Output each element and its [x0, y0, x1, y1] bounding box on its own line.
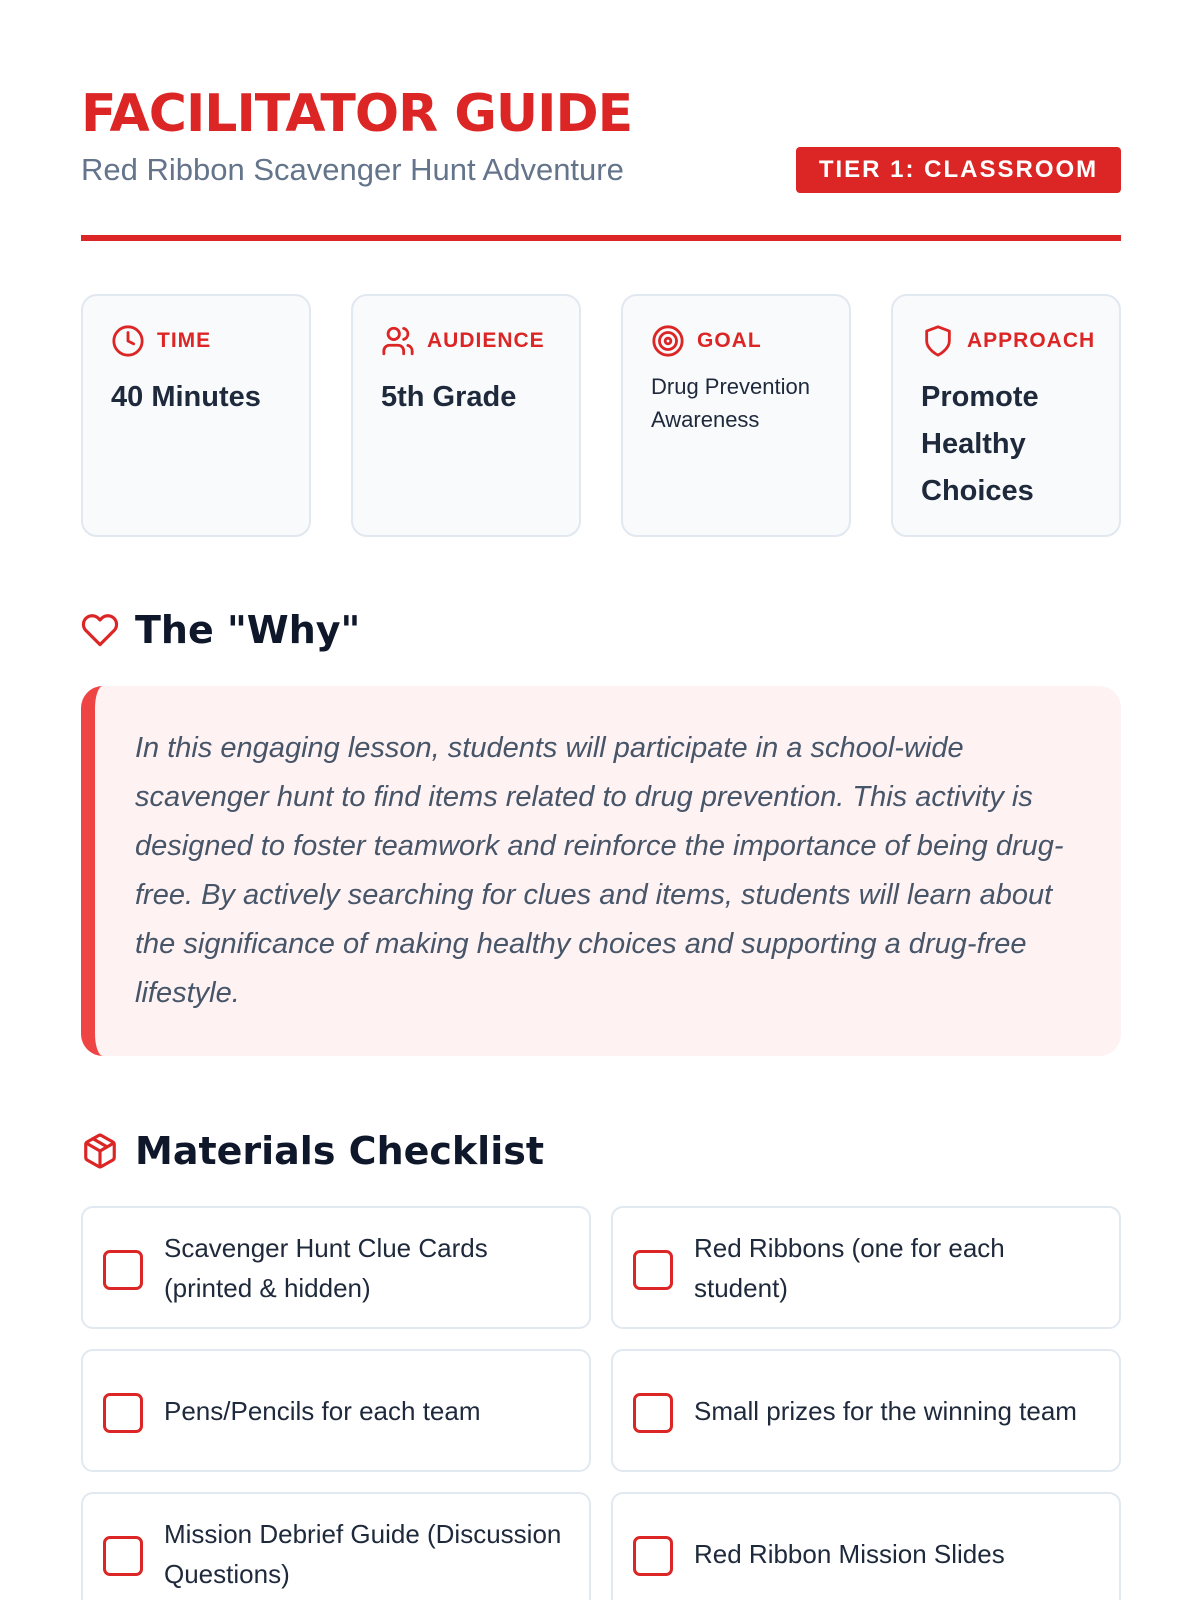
checklist-item[interactable]: [611, 1492, 1121, 1600]
checklist-item[interactable]: [81, 1349, 591, 1472]
target-icon: [651, 324, 685, 358]
info-card-value: 40 Minutes: [111, 381, 261, 413]
checkbox[interactable]: [103, 1536, 143, 1576]
checklist-item[interactable]: [81, 1492, 591, 1600]
checklist-item-label: Red Ribbons (one for each student): [694, 1232, 1005, 1303]
info-card-value: 5th Grade: [381, 381, 517, 413]
header-divider: [81, 235, 1121, 241]
checkbox[interactable]: [633, 1393, 673, 1433]
checklist-item-label: Red Ribbon Mission Slides: [694, 1538, 1005, 1569]
box-icon: [81, 1132, 119, 1170]
checklist-item[interactable]: [81, 1206, 591, 1329]
why-section-title: [81, 608, 360, 652]
materials-section-title: [81, 1129, 544, 1173]
page-subtitle: Red Ribbon Scavenger Hunt Adventure: [81, 152, 624, 187]
tier-badge: TIER 1: CLASSROOM: [796, 147, 1121, 193]
checklist-item[interactable]: [611, 1349, 1121, 1472]
info-card-label: TIME: [157, 329, 212, 352]
clock-icon: [111, 324, 145, 358]
users-icon: [381, 324, 415, 358]
why-body-text: In this engaging lesson, students will participate in a school-wide scavenger hunt to find items related to drug prevention. This activity is designed to foster teamwork and reinforce the importance of being drug-free. By actively searching for clues and items, students will learn about the significance of making healthy choices and supporting a drug-free lifestyle.: [135, 732, 1064, 1009]
checklist-item-label: Small prizes for the winning team: [694, 1395, 1077, 1426]
heart-icon: [81, 611, 119, 649]
section-heading: Materials Checklist: [135, 1129, 545, 1173]
info-card-label: APPROACH: [967, 329, 1096, 352]
info-card-time: [81, 294, 311, 537]
checklist-item-label: Mission Debrief Guide (Discussion Questions): [164, 1518, 562, 1589]
page-title: FACILITATOR GUIDE: [81, 84, 633, 144]
section-heading: The "Why": [135, 608, 361, 652]
info-card-label: GOAL: [697, 329, 762, 352]
info-card-value: Promote Healthy Choices: [921, 381, 1039, 507]
info-card-approach: [891, 294, 1121, 537]
checkbox[interactable]: [103, 1250, 143, 1290]
why-callout: [81, 686, 1121, 1056]
info-card-value: Drug Prevention Awareness: [651, 374, 810, 432]
checkbox[interactable]: [633, 1250, 673, 1290]
info-cards: [81, 294, 1121, 537]
shield-icon: [921, 324, 955, 358]
checklist-item[interactable]: [611, 1206, 1121, 1329]
checklist-item-label: Pens/Pencils for each team: [164, 1395, 481, 1426]
info-card-label: AUDIENCE: [427, 329, 545, 352]
checkbox[interactable]: [633, 1536, 673, 1576]
info-card-audience: [351, 294, 581, 537]
checkbox[interactable]: [103, 1393, 143, 1433]
checklist-item-label: Scavenger Hunt Clue Cards (printed & hidden): [164, 1232, 488, 1303]
info-card-goal: [621, 294, 851, 537]
